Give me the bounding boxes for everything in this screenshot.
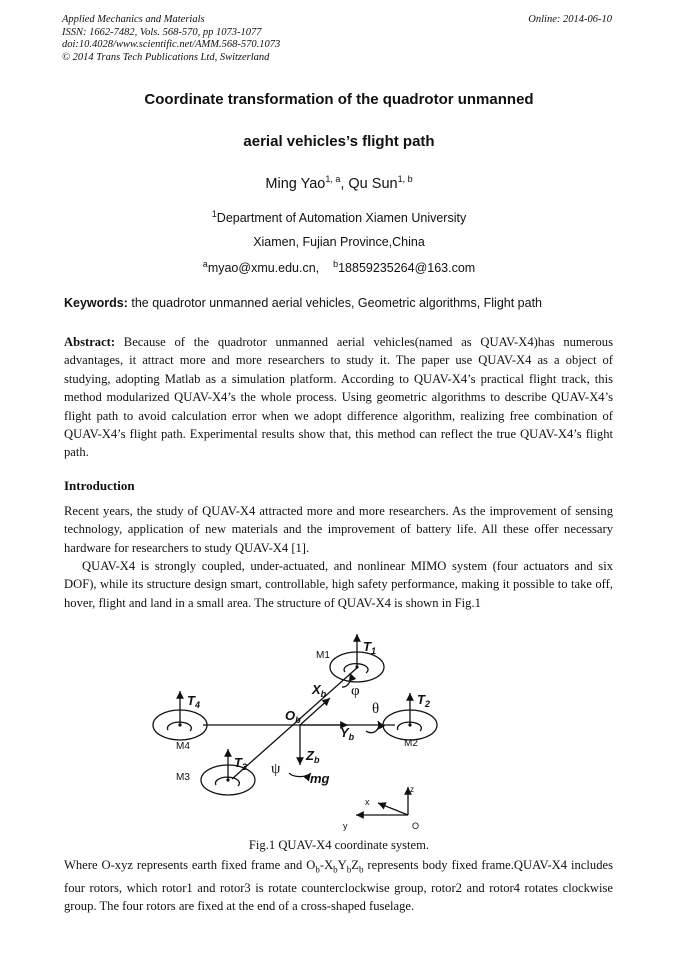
after-fig-1e: Y [337, 858, 347, 872]
psi-arc [289, 773, 311, 777]
doi[interactable]: doi:10.4028/www.scientific.net/AMM.568-570.1073 [62, 39, 281, 50]
after-fig-rest: includes four rotors, which rotor1 and rotor3 is rotate counterclockwise group, rotor2 and rotor4 rotates clockwise group. The four rotors are fixed at the end of a cross-shaped fuselage. [64, 858, 614, 914]
author-2-sup: 1, b [397, 174, 413, 184]
theta-arc [366, 721, 379, 733]
email-b-sup: b [333, 259, 339, 269]
label-earth-y: y [343, 821, 348, 831]
abstract-label: Abstract: [64, 335, 116, 349]
affil-sup: 1 [211, 209, 217, 219]
paper-title-line2: aerial vehicles’s flight path [243, 133, 435, 150]
after-fig-1i: represents body fixed frame.QUAV-X4 [363, 858, 568, 872]
after-figure-paragraph [64, 856, 613, 916]
author-1: Ming Yao [265, 175, 326, 192]
sub-b-2: b [333, 864, 338, 875]
keywords-label: Keywords: [64, 296, 128, 310]
label-theta: θ [372, 701, 380, 717]
emails [0, 259, 678, 275]
label-ob: $O_b$ [285, 708, 301, 725]
paper-title-line1: Coordinate transformation of the quadrotor unmanned [144, 91, 534, 108]
label-m2: M2 [404, 738, 418, 749]
affiliation-city: Xiamen, Fujian Province,China [253, 235, 425, 249]
sub-b-3: b [346, 864, 352, 875]
sub-b-1: b [315, 864, 320, 875]
label-xb: $X_b$ [312, 682, 327, 699]
email-a[interactable]: myao@xmu.edu.cn, [207, 261, 320, 276]
email-b[interactable]: 18859235264@163.com [338, 261, 476, 276]
journal-name: Applied Mechanics and Materials [62, 14, 205, 25]
authors [0, 174, 678, 192]
earth-axis-x [378, 803, 408, 815]
label-m1: M1 [316, 650, 330, 661]
rotor-m2-hub [408, 723, 411, 726]
after-fig-1a: Where O-xyz represents earth fixed frame and O [64, 858, 316, 872]
label-t2: $T_2$ [417, 692, 430, 709]
author-2: Qu Sun [348, 175, 398, 192]
label-t3: $T_3$ [234, 755, 247, 772]
label-earth-z: z [410, 785, 414, 794]
intro-paragraph-1: Recent years, the study of QUAV-X4 attracted more and more researchers. As the improvement of sensing technology, application of new materials and the improvement of battery life. All these offer necessary hardware for researchers to study QUAV-X4 [1]. [64, 504, 613, 555]
abstract-text: Because of the quadrotor unmanned aerial vehicles(named as QUAV-X4)has numerous advantages, it attract more and more researchers to study it. The paper use QUAV-X4 as a object of studying, adopting Matlab as a simulation platform. According to QUAV-X4’s practical flight track, this method modularized QUAV-X4’s the whole process. Using geometric algorithms to describe QUAV-X4’s flight path to avoid calculation error when we adopt difference algorithm, realizing free combination of QUAV-X4’s flight path. Experimental results show that, this method can reflect the true QUAV-X4’s flight path. [64, 335, 613, 460]
online-date: Online: 2014-06-10 [528, 14, 612, 25]
affiliation-dept-line [0, 209, 678, 225]
copyright: © 2014 Trans Tech Publications Ltd, Switzerland [62, 51, 270, 63]
figure-caption: Fig.1 QUAV-X4 coordinate system. [248, 838, 430, 852]
axis-xb [300, 698, 330, 725]
issn: ISSN: 1662-7482, Vols. 568-570, pp 1073-1077 [62, 26, 262, 38]
label-t1: $T_1$ [363, 639, 376, 656]
keywords [64, 296, 542, 310]
journal-header [62, 14, 280, 64]
label-zb: $Z_b$ [306, 748, 320, 765]
rotor-m4-hub [178, 723, 181, 726]
label-m3: M3 [176, 772, 190, 783]
abstract [64, 333, 613, 462]
author-sep: , [340, 175, 349, 192]
keywords-text: the quadrotor unmanned aerial vehicles, Geometric algorithms, Flight path [127, 296, 543, 310]
affiliation-dept: Department of Automation Xiamen University [216, 211, 467, 226]
label-phi: φ [351, 683, 360, 699]
rotor-m1-hub [355, 665, 358, 668]
quadrotor-diagram [0, 625, 678, 835]
sub-b-4: b [358, 864, 364, 875]
email-a-sup: a [202, 259, 208, 269]
rotor-m3-hub [226, 778, 229, 781]
intro-paragraph-2: QUAV-X4 is strongly coupled, under-actuated, and nonlinear MIMO system (four actuators and six DOF), while its structure design smart, controllable, high safety performance, making it possible to take off, hover, flight and land in a small area. The structure of QUAV-X4 is shown in Fig.1 [64, 559, 613, 610]
label-yb: $Y_b$ [340, 725, 355, 742]
label-m4: M4 [176, 741, 190, 752]
label-earth-o: O [412, 821, 420, 831]
intro-heading: Introduction [64, 478, 135, 493]
label-mg: mg [310, 771, 330, 786]
after-fig-1g: Z [351, 858, 359, 872]
label-t4: $T_4$ [187, 693, 200, 710]
author-1-sup: 1, a [325, 174, 341, 184]
label-earth-x: x [365, 797, 370, 807]
after-fig-1c: -X [319, 858, 334, 872]
label-psi: ψ [271, 761, 281, 777]
